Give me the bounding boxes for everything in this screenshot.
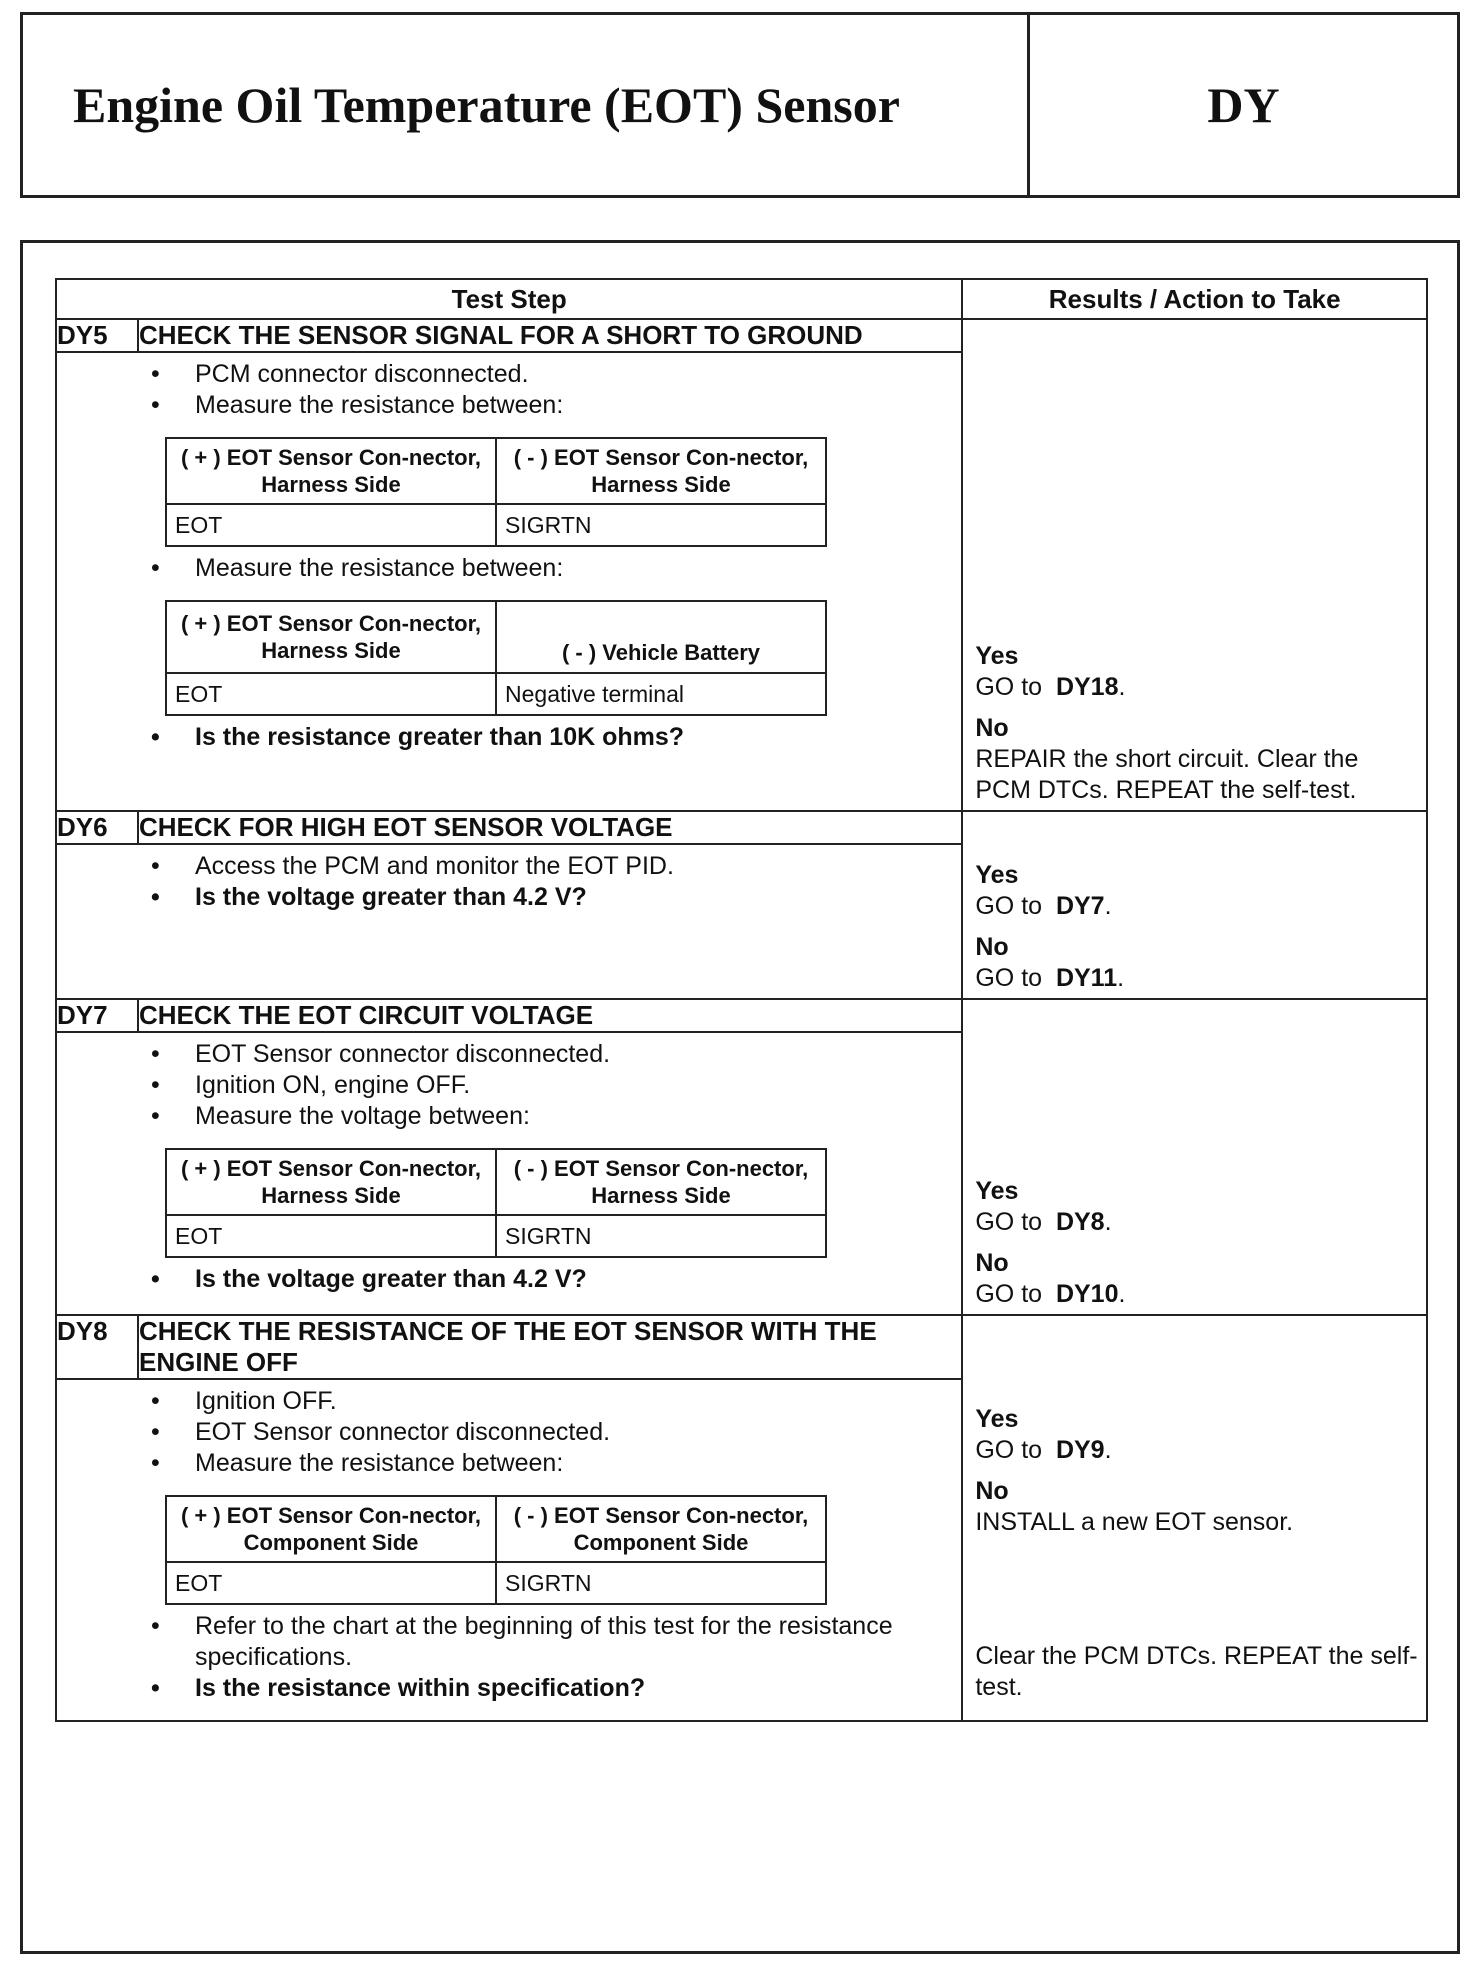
- content-frame: [20, 240, 1460, 1954]
- result-no-action: REPAIR the short circuit. Clear the PCM DTCs. REPEAT the self-test.: [975, 745, 1359, 804]
- header-code-cell: [1030, 15, 1457, 195]
- measurement-table: [165, 600, 827, 716]
- measurement-value-positive: EOT: [166, 504, 496, 546]
- result-cell-dy8: [962, 1315, 1427, 1721]
- measurement-value-negative: SIGRTN: [496, 1215, 826, 1257]
- bullet-item: • Access the PCM and monitor the EOT PID.: [57, 851, 961, 882]
- step-body-dy6: [57, 845, 961, 919]
- step-row-dy8: [56, 1315, 1427, 1721]
- test-step-table: [55, 278, 1428, 1722]
- bullet-item: • EOT Sensor connector disconnected.: [57, 1039, 961, 1070]
- measurement-value-negative: SIGRTN: [496, 1562, 826, 1604]
- step-cell-dy6: [56, 811, 962, 999]
- result-cell-dy5: [962, 319, 1427, 811]
- column-header-results: Results / Action to Take: [962, 279, 1427, 319]
- table-header-row: [56, 279, 1427, 319]
- measurement-value-positive: EOT: [166, 1562, 496, 1604]
- section-code: DY: [1207, 77, 1280, 133]
- measurement-value-positive: EOT: [166, 673, 496, 715]
- step-cell-dy5: [56, 319, 962, 811]
- step-body-dy5: [57, 353, 961, 759]
- result-cell-dy7: [962, 999, 1427, 1315]
- measurement-header-negative: ( - ) Vehicle Battery: [496, 601, 826, 673]
- measurement-header-negative: ( - ) EOT Sensor Con-nector, Component Side: [496, 1496, 826, 1562]
- measurement-table: [165, 1495, 827, 1605]
- bullet-item: • Measure the voltage between:: [57, 1101, 961, 1132]
- step-title: CHECK THE EOT CIRCUIT VOLTAGE: [138, 1000, 961, 1032]
- bullet-item: • Ignition ON, engine OFF.: [57, 1070, 961, 1101]
- step-row-dy7: [56, 999, 1427, 1315]
- result-block: [963, 641, 1426, 810]
- result-block: [963, 1176, 1426, 1314]
- result-yes-ref: DY9: [1055, 1436, 1105, 1464]
- measurement-value-positive: EOT: [166, 1215, 496, 1257]
- step-row-dy5: [56, 319, 1427, 811]
- result-no-action: GO to DY10.: [975, 1280, 1126, 1308]
- bullet-item: • Ignition OFF.: [57, 1386, 961, 1417]
- step-body-dy8: [57, 1380, 961, 1710]
- step-id: DY8: [57, 1316, 138, 1379]
- result-no-ref: DY10: [1055, 1280, 1119, 1308]
- result-no-action: GO to DY11.: [975, 964, 1125, 992]
- measurement-header-positive: ( + ) EOT Sensor Con-nector, Harness Side: [166, 438, 496, 504]
- column-header-test-step: Test Step: [56, 279, 962, 319]
- result-block: [963, 1316, 1426, 1707]
- result-yes-ref: DY7: [1055, 892, 1105, 920]
- step-title: CHECK THE SENSOR SIGNAL FOR A SHORT TO GROUND: [138, 320, 961, 352]
- step-header-dy6: [57, 812, 961, 845]
- result-yes-action: GO to DY7.: [975, 892, 1112, 920]
- measurement-header-negative: ( - ) EOT Sensor Con-nector, Harness Side: [496, 438, 826, 504]
- step-body-dy7: [57, 1033, 961, 1301]
- step-header-dy8: [57, 1316, 961, 1380]
- measurement-header-positive: ( + ) EOT Sensor Con-nector, Harness Side: [166, 1149, 496, 1215]
- step-question: • Is the voltage greater than 4.2 V?: [57, 1264, 961, 1295]
- result-yes-ref: DY8: [1055, 1208, 1105, 1236]
- measurement-table: [165, 437, 827, 547]
- bullet-item: • Refer to the chart at the beginning of this test for the resistance specifications.: [57, 1611, 961, 1673]
- bullet-item: • Measure the resistance between:: [57, 553, 961, 584]
- step-cell-dy8: [56, 1315, 962, 1721]
- result-yes-label: Yes: [975, 642, 1019, 670]
- result-no-action: INSTALL a new EOT sensor.: [975, 1508, 1294, 1536]
- measurement-value-negative: Negative terminal: [496, 673, 826, 715]
- result-no-label: No: [975, 1249, 1009, 1277]
- result-yes-label: Yes: [975, 1405, 1019, 1433]
- header-title-cell: [23, 15, 1030, 195]
- result-no-label: No: [975, 1477, 1009, 1505]
- step-header-dy7: [57, 1000, 961, 1033]
- result-yes-label: Yes: [975, 861, 1019, 889]
- step-id: DY6: [57, 812, 138, 844]
- step-question: • Is the resistance within specification?: [57, 1673, 961, 1704]
- result-yes-action: GO to DY8.: [975, 1208, 1112, 1236]
- measurement-header-positive: ( + ) EOT Sensor Con-nector, Harness Side: [166, 601, 496, 673]
- step-title: CHECK FOR HIGH EOT SENSOR VOLTAGE: [138, 812, 961, 844]
- result-yes-ref: DY18: [1055, 673, 1119, 701]
- measurement-table: [165, 1148, 827, 1258]
- bullet-item: • PCM connector disconnected.: [57, 359, 961, 390]
- bullet-item: • EOT Sensor connector disconnected.: [57, 1417, 961, 1448]
- result-block: [963, 860, 1426, 998]
- page-header: [20, 12, 1460, 198]
- step-row-dy6: [56, 811, 1427, 999]
- step-id: DY5: [57, 320, 138, 352]
- bullet-item: • Measure the resistance between:: [57, 1448, 961, 1479]
- result-yes-action: GO to DY9.: [975, 1436, 1112, 1464]
- bullet-item: • Measure the resistance between:: [57, 390, 961, 421]
- result-yes-label: Yes: [975, 1177, 1019, 1205]
- result-no-ref: DY11: [1055, 964, 1118, 992]
- step-header-dy5: [57, 320, 961, 353]
- step-title: CHECK THE RESISTANCE OF THE EOT SENSOR WITH THE ENGINE OFF: [138, 1316, 961, 1379]
- result-yes-action: GO to DY18.: [975, 673, 1126, 701]
- measurement-value-negative: SIGRTN: [496, 504, 826, 546]
- measurement-header-positive: ( + ) EOT Sensor Con-nector, Component Side: [166, 1496, 496, 1562]
- step-id: DY7: [57, 1000, 138, 1032]
- result-no-followup: Clear the PCM DTCs. REPEAT the self-test.: [975, 1642, 1418, 1701]
- step-question: • Is the voltage greater than 4.2 V?: [57, 882, 961, 913]
- step-cell-dy7: [56, 999, 962, 1315]
- measurement-header-negative: ( - ) EOT Sensor Con-nector, Harness Side: [496, 1149, 826, 1215]
- result-no-label: No: [975, 933, 1009, 961]
- result-cell-dy6: [962, 811, 1427, 999]
- page-title: Engine Oil Temperature (EOT) Sensor: [73, 77, 900, 133]
- result-no-label: No: [975, 714, 1009, 742]
- step-question: • Is the resistance greater than 10K ohms?: [57, 722, 961, 753]
